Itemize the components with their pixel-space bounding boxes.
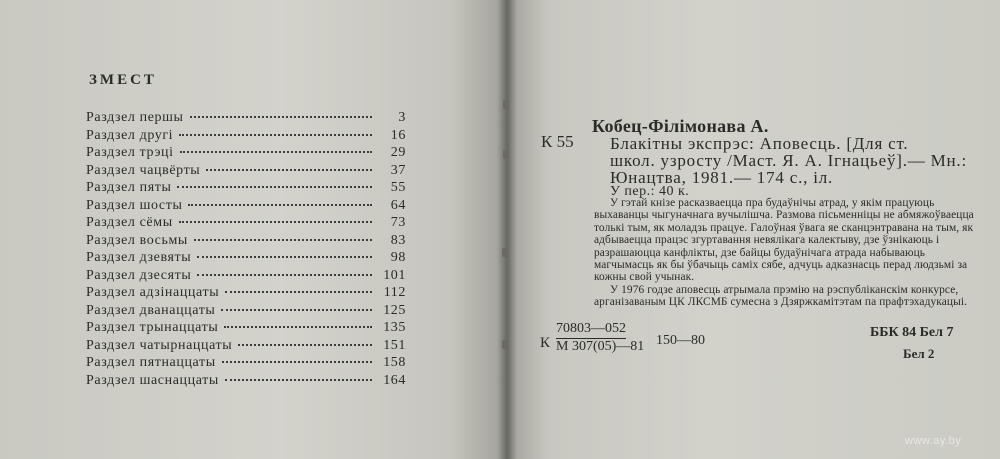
book-spine	[497, 0, 517, 459]
toc-leader-dots	[190, 116, 373, 118]
toc-entry-page: 29	[390, 145, 406, 160]
binding-stitch	[502, 248, 508, 257]
toc-entry-page: 98	[390, 250, 406, 265]
toc-entry	[76, 355, 406, 373]
contents-title: ЗМЕСТ	[89, 72, 157, 88]
description-line: школ. узросту /Маст. Я. А. Ігнацьеў].— Мн.:	[610, 151, 968, 170]
abstract-paragraph: У 1976 годзе аповесць атрымала прэмію на рэспубліканскім конкурсе, арганізаваным ЦК ЛКСМБ сумесна з Дзяржкамітэтам па прафтэхадукацыі.	[594, 283, 968, 309]
binding-stitch	[503, 100, 509, 109]
toc-entry-page: 101	[383, 267, 406, 283]
toc-entry-page: 125	[383, 302, 406, 318]
toc-entry-page: 3	[398, 110, 406, 125]
toc-leader-dots	[179, 221, 372, 223]
toc-entry-page: 164	[383, 372, 406, 388]
bel-code: Бел 2	[903, 346, 935, 361]
toc-entry-label: Раздзел дзесяты	[86, 267, 192, 283]
binding-stitch	[502, 340, 508, 349]
watermark: www.ay.by	[905, 435, 962, 447]
toc-entry-page: 55	[390, 180, 406, 195]
toc-entry-page: 37	[390, 162, 406, 178]
toc-entry	[76, 233, 406, 251]
toc-entry-label: Раздзел адзінаццаты	[86, 285, 220, 300]
toc-entry-label: Раздзел восьмы	[86, 232, 188, 248]
toc-entry	[76, 250, 406, 268]
toc-leader-dots	[180, 151, 372, 153]
toc-entry	[76, 198, 406, 216]
binding-stitch	[503, 150, 509, 159]
toc-entry-label: Раздзел дванаццаты	[86, 302, 216, 318]
author-name: Кобец-Філімонава А.	[592, 116, 769, 136]
toc-entry	[76, 110, 406, 128]
toc-entry-label: Раздзел сёмы	[86, 215, 173, 230]
toc-entry-page: 158	[383, 355, 406, 370]
toc-entry-label: Раздзел шосты	[86, 197, 183, 213]
abstract	[594, 197, 974, 309]
toc-entry-page: 16	[390, 127, 406, 143]
toc-leader-dots	[222, 361, 372, 363]
toc-leader-dots	[221, 309, 372, 311]
toc-leader-dots	[206, 169, 372, 171]
footer-fraction-top: 70803—052	[556, 321, 626, 339]
toc-leader-dots	[225, 291, 372, 293]
toc-leader-dots	[225, 379, 372, 381]
toc-entry	[76, 303, 406, 321]
footer-fraction-bottom: М 307(05)—81	[556, 339, 645, 354]
toc-entry	[76, 373, 406, 391]
description-line: Юнацтва, 1981.— 174 с., іл.	[610, 168, 834, 187]
toc-entry	[76, 338, 406, 356]
toc-entry	[76, 163, 406, 181]
abstract-paragraph: У гэтай кнізе расказваецца пра будаўнічы атрад, у якім працуюць выхаванцы чыгуначнага вучылішча. Размова пісьменніцы не абмяжоўваецца толькі тым, як моладзь працуе. Галоўная ўвага яе сканцэнтравана на тым, як адбываецца працэс згуртавання невялікага калектыву, дзе ўзнікаюць і разрашаюцца канфлікты, дзе байцы будаўнічага атрада набываюць магчымасць як бы ўбачыць самiх сябе, адчуць адказнасць перад людзьмі за кожны свой учынак.	[594, 197, 974, 284]
footer-k: К	[540, 335, 551, 351]
toc-entry-page: 151	[383, 337, 406, 353]
footer-code: 150—80	[656, 333, 705, 348]
toc-leader-dots	[197, 274, 372, 276]
toc-entry-label: Раздзел чацвёрты	[86, 162, 201, 178]
toc-entry-page: 135	[383, 320, 406, 335]
toc-entry-page: 83	[390, 232, 406, 248]
toc-entry-label: Раздзел другі	[86, 127, 174, 143]
toc-leader-dots	[238, 344, 372, 346]
toc-entry	[76, 180, 406, 198]
toc-entry-page: 112	[383, 285, 406, 300]
price: У пер.: 40 к.	[610, 184, 690, 199]
catalog-code: К 55	[541, 132, 574, 151]
toc-entry-label: Раздзел трэці	[86, 145, 174, 160]
toc-entry-label: Раздзел першы	[86, 110, 184, 125]
toc-leader-dots	[177, 186, 372, 188]
toc-entry	[76, 285, 406, 303]
toc-entry-label: Раздзел пяты	[86, 180, 172, 195]
toc-entry-page: 64	[390, 197, 406, 213]
toc-entry	[76, 268, 406, 286]
toc-entry-label: Раздзел дзевяты	[86, 250, 192, 265]
toc-entry	[76, 128, 406, 146]
toc-entry-label: Раздзел пятнаццаты	[86, 355, 216, 370]
toc-entry	[76, 145, 406, 163]
toc-leader-dots	[194, 239, 372, 241]
toc-leader-dots	[197, 256, 372, 258]
toc-entry-label: Раздзел трынаццаты	[86, 320, 219, 335]
toc-entry	[76, 320, 406, 338]
toc-leader-dots	[179, 134, 372, 136]
toc-entry-label: Раздзел шаснаццаты	[86, 372, 219, 388]
toc-leader-dots	[188, 204, 372, 206]
toc-leader-dots	[224, 326, 372, 328]
contents-list	[76, 110, 406, 390]
toc-entry-page: 73	[390, 215, 406, 230]
toc-entry	[76, 215, 406, 233]
bbk-code: ББК 84 Бел 7	[870, 325, 954, 340]
description-line: Блакітны экспрэс: Аповесць. [Для ст.	[610, 134, 909, 153]
toc-entry-label: Раздзел чатырнаццаты	[86, 337, 233, 353]
